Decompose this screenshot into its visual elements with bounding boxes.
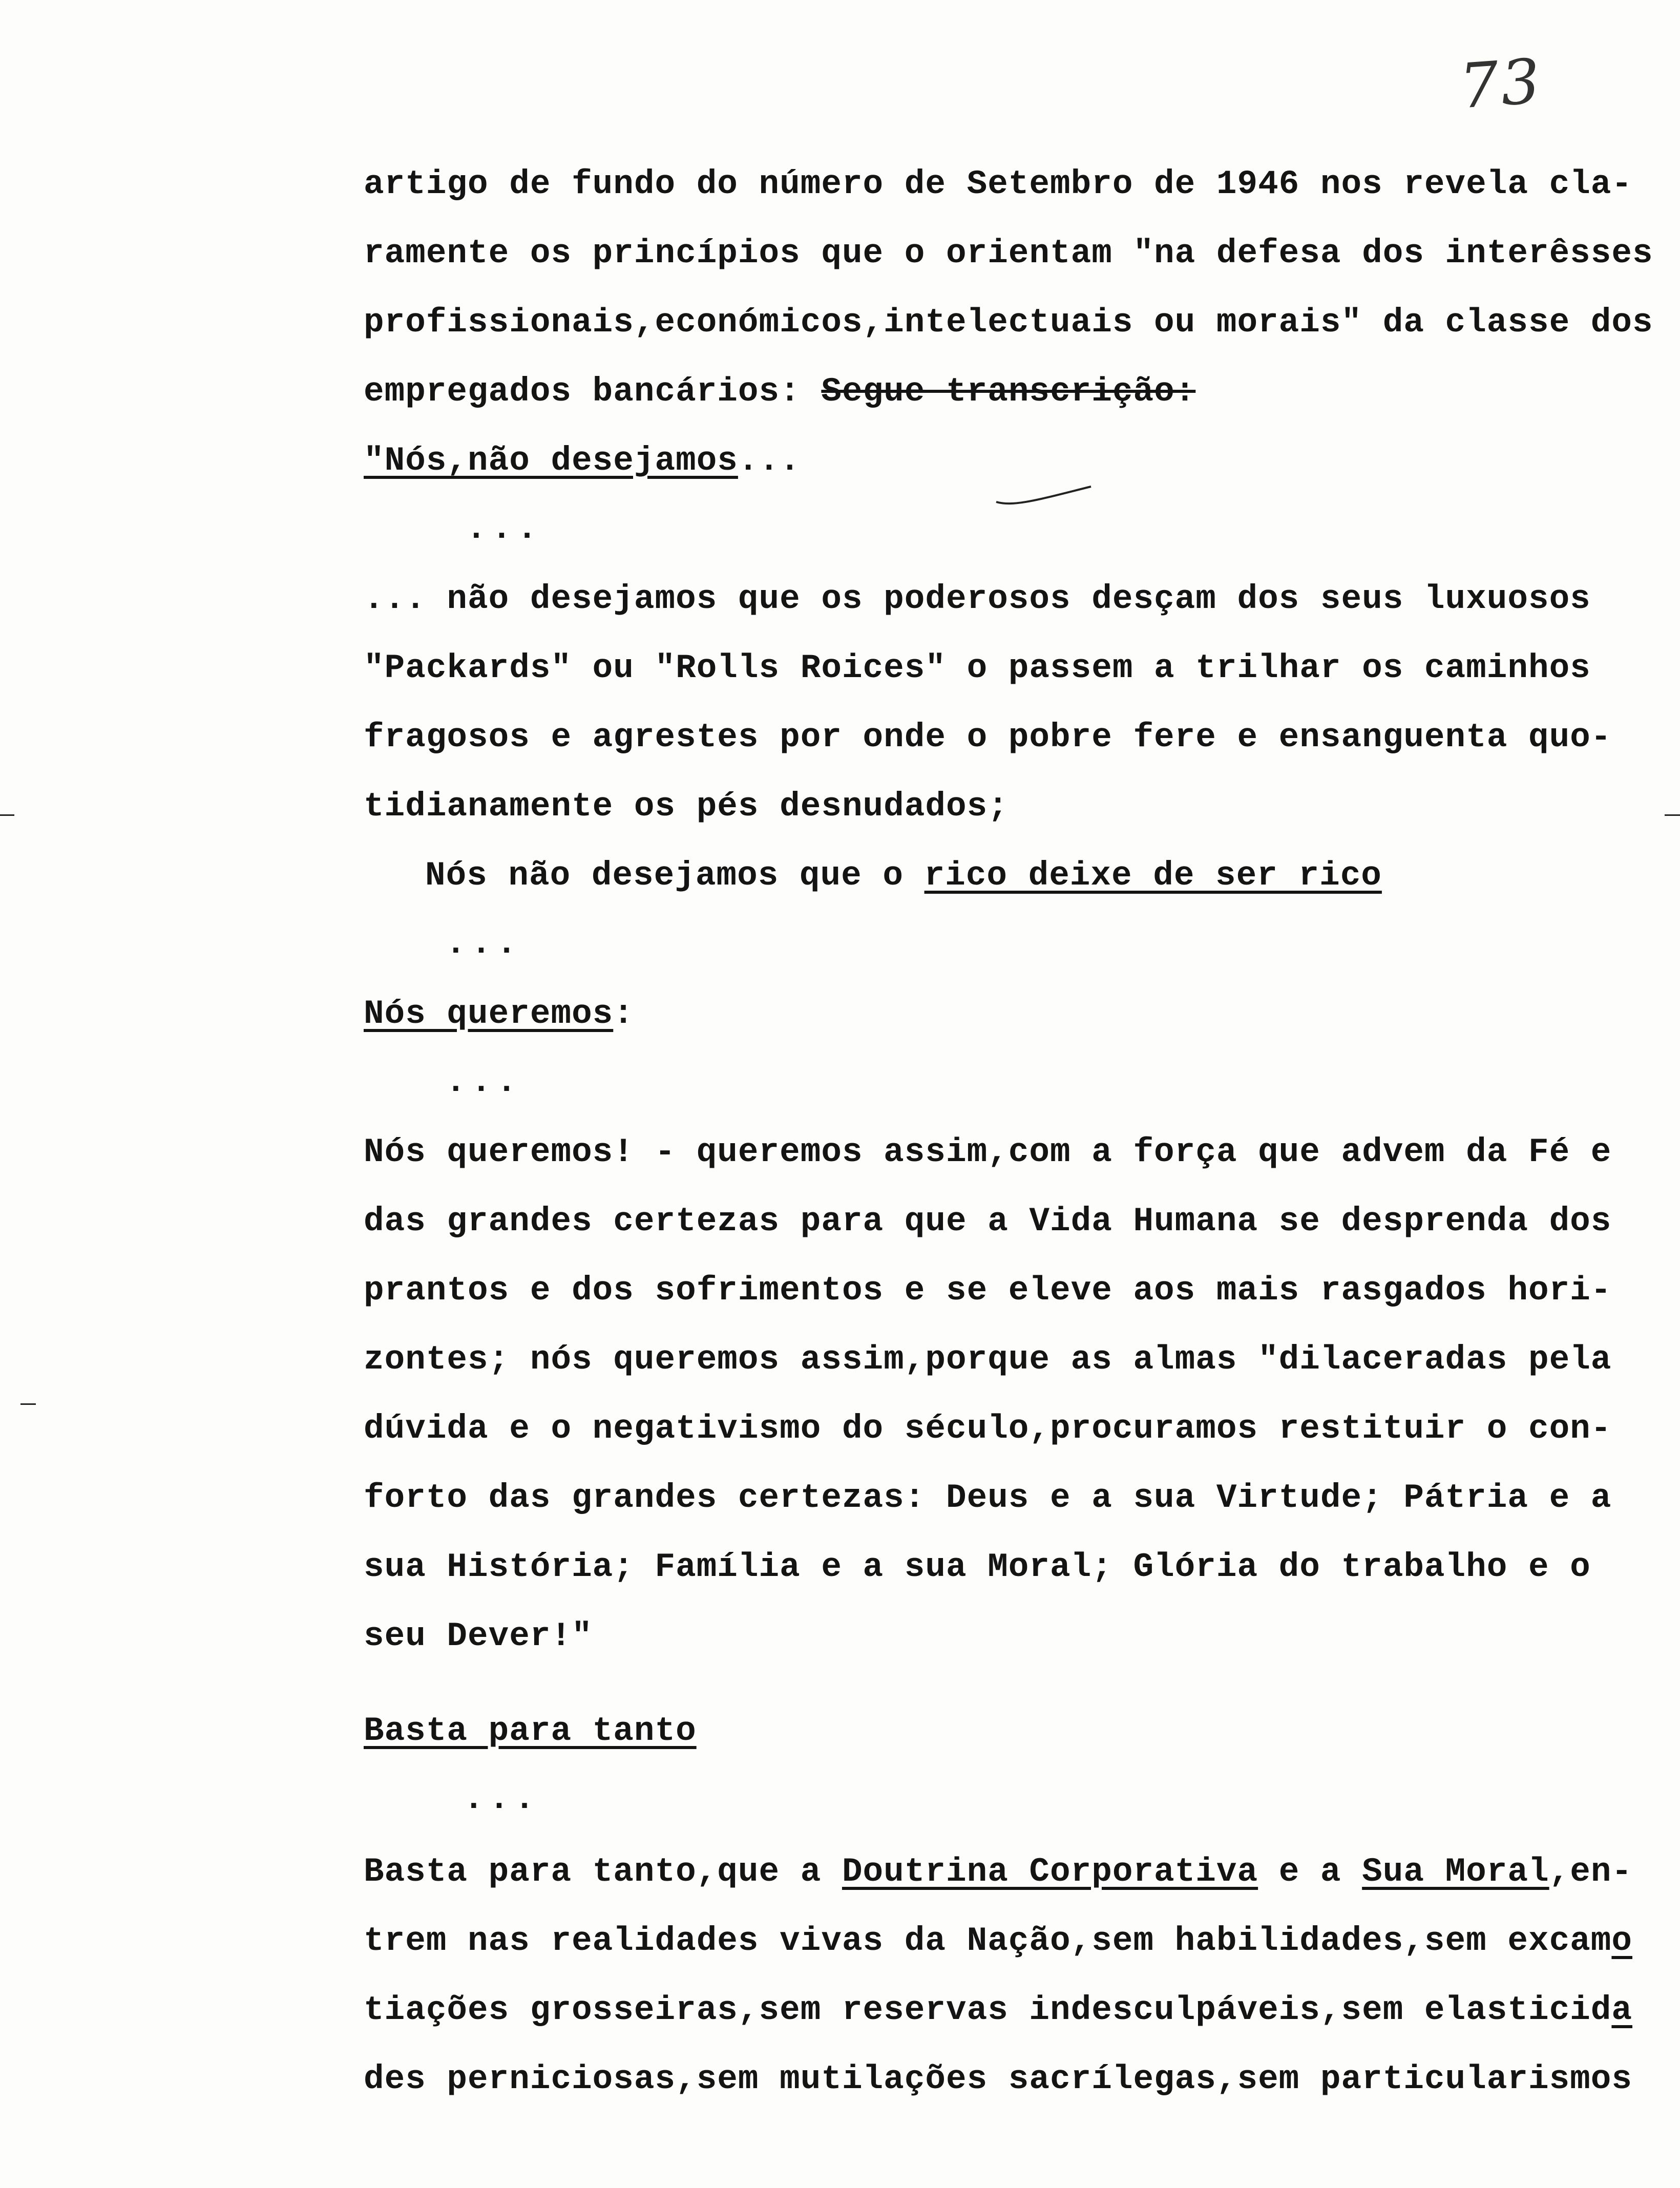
- paragraph-5-line-4: des perniciosas,sem mutilações sacrílegas,sem particularismos: [364, 2060, 1632, 2098]
- paragraph-4-line-5: dúvida e o negativismo do século,procuramos restituir o con-: [364, 1409, 1612, 1448]
- paragraph-5-line-3-a: tiações grosseiras,sem reservas indesculpáveis,sem elasticid: [364, 1991, 1612, 2029]
- heading-nos-queremos-underlined: Nós queremos: [364, 995, 614, 1033]
- paragraph-5-line-2: [364, 1921, 1632, 1962]
- heading-basta-underlined: Basta para tanto: [364, 1712, 697, 1750]
- paragraph-2-line-2: "Packards" ou "Rolls Roices" o passem a trilhar os caminhos: [364, 649, 1591, 687]
- paragraph-4-line-6: forto das grandes certezas: Deus e a sua Virtude; Pátria e a: [364, 1479, 1612, 1517]
- paragraph-3-underlined: rico deixe de ser rico: [924, 856, 1382, 895]
- paragraph-5-line-1: [364, 1852, 1632, 1892]
- ellipsis-2: ...: [446, 924, 522, 963]
- underlined-sua-moral: Sua Moral: [1362, 1853, 1549, 1891]
- paragraph-5-line-2-underlined: o: [1611, 1922, 1632, 1960]
- paragraph-3: [425, 855, 1382, 896]
- paragraph-5-line-1-c: ,en-: [1549, 1853, 1633, 1891]
- quote-heading-nao-desejamos-tail: ...: [738, 441, 801, 480]
- paragraph-4-line-2: das grandes certezas para que a Vida Humana se desprenda dos: [364, 1202, 1612, 1240]
- heading-nos-queremos-tail: :: [613, 995, 634, 1033]
- paragraph-2-line-4: tidianamente os pés desnudados;: [364, 787, 1009, 826]
- paragraph-4-line-8: seu Dever!": [364, 1617, 593, 1655]
- struck-through-text: Segue transcrição:: [821, 372, 1196, 411]
- handwritten-page-number: 73: [1457, 46, 1545, 123]
- pen-stroke-mark: [994, 481, 1096, 512]
- paragraph-2-line-3: fragosos e agrestes por onde o pobre fere e ensanguenta quo-: [364, 718, 1612, 756]
- heading-basta-para-tanto: [364, 1711, 697, 1752]
- quote-heading-nao-desejamos-underlined: "Nós,não desejamos: [364, 441, 738, 480]
- paragraph-5-line-1-b: e a: [1258, 1853, 1362, 1891]
- paragraph-5-line-1-a: Basta para tanto,que a: [364, 1853, 842, 1891]
- paragraph-4-line-3: prantos e dos sofrimentos e se eleve aos mais rasgados hori-: [364, 1271, 1612, 1310]
- ellipsis-1: ...: [466, 510, 542, 548]
- margin-scan-mark-left-1: [0, 814, 14, 816]
- margin-scan-mark-left-2: [20, 1403, 36, 1405]
- paragraph-1-line-1: artigo de fundo do número de Setembro de 1946 nos revela cla-: [364, 165, 1632, 203]
- heading-nos-queremos: [364, 994, 634, 1035]
- paragraph-4-line-4: zontes; nós queremos assim,porque as almas "dilaceradas pela: [364, 1340, 1612, 1379]
- quote-heading-nao-desejamos: [364, 440, 801, 481]
- paragraph-5-line-3: [364, 1990, 1632, 2031]
- ellipsis-4: ...: [464, 1780, 540, 1818]
- paragraph-1-line-2: ramente os princípios que o orientam "na defesa dos interêsses: [364, 234, 1653, 272]
- paragraph-2-line-1: ... não desejamos que os poderosos desçam dos seus luxuosos: [364, 580, 1591, 618]
- paragraph-1-line-4-text: empregados bancários:: [364, 372, 801, 411]
- paragraph-4-line-1: Nós queremos! - queremos assim,com a força que advem da Fé e: [364, 1133, 1612, 1171]
- paragraph-1-line-4: [364, 371, 1195, 412]
- paragraph-3-prefix: Nós não desejamos que o: [425, 856, 925, 895]
- underlined-doutrina-corporativa: Doutrina Corporativa: [842, 1853, 1258, 1891]
- ellipsis-3: ...: [446, 1063, 522, 1101]
- paragraph-4-line-7: sua História; Família e a sua Moral; Glória do trabalho e o: [364, 1548, 1591, 1586]
- paragraph-5-line-2-a: trem nas realidades vivas da Nação,sem habilidades,sem excam: [364, 1922, 1612, 1960]
- margin-scan-mark-right: [1665, 814, 1680, 816]
- paragraph-5-line-3-underlined: a: [1611, 1991, 1632, 2029]
- paragraph-1-line-3: profissionais,económicos,intelectuais ou morais" da classe dos: [364, 303, 1653, 342]
